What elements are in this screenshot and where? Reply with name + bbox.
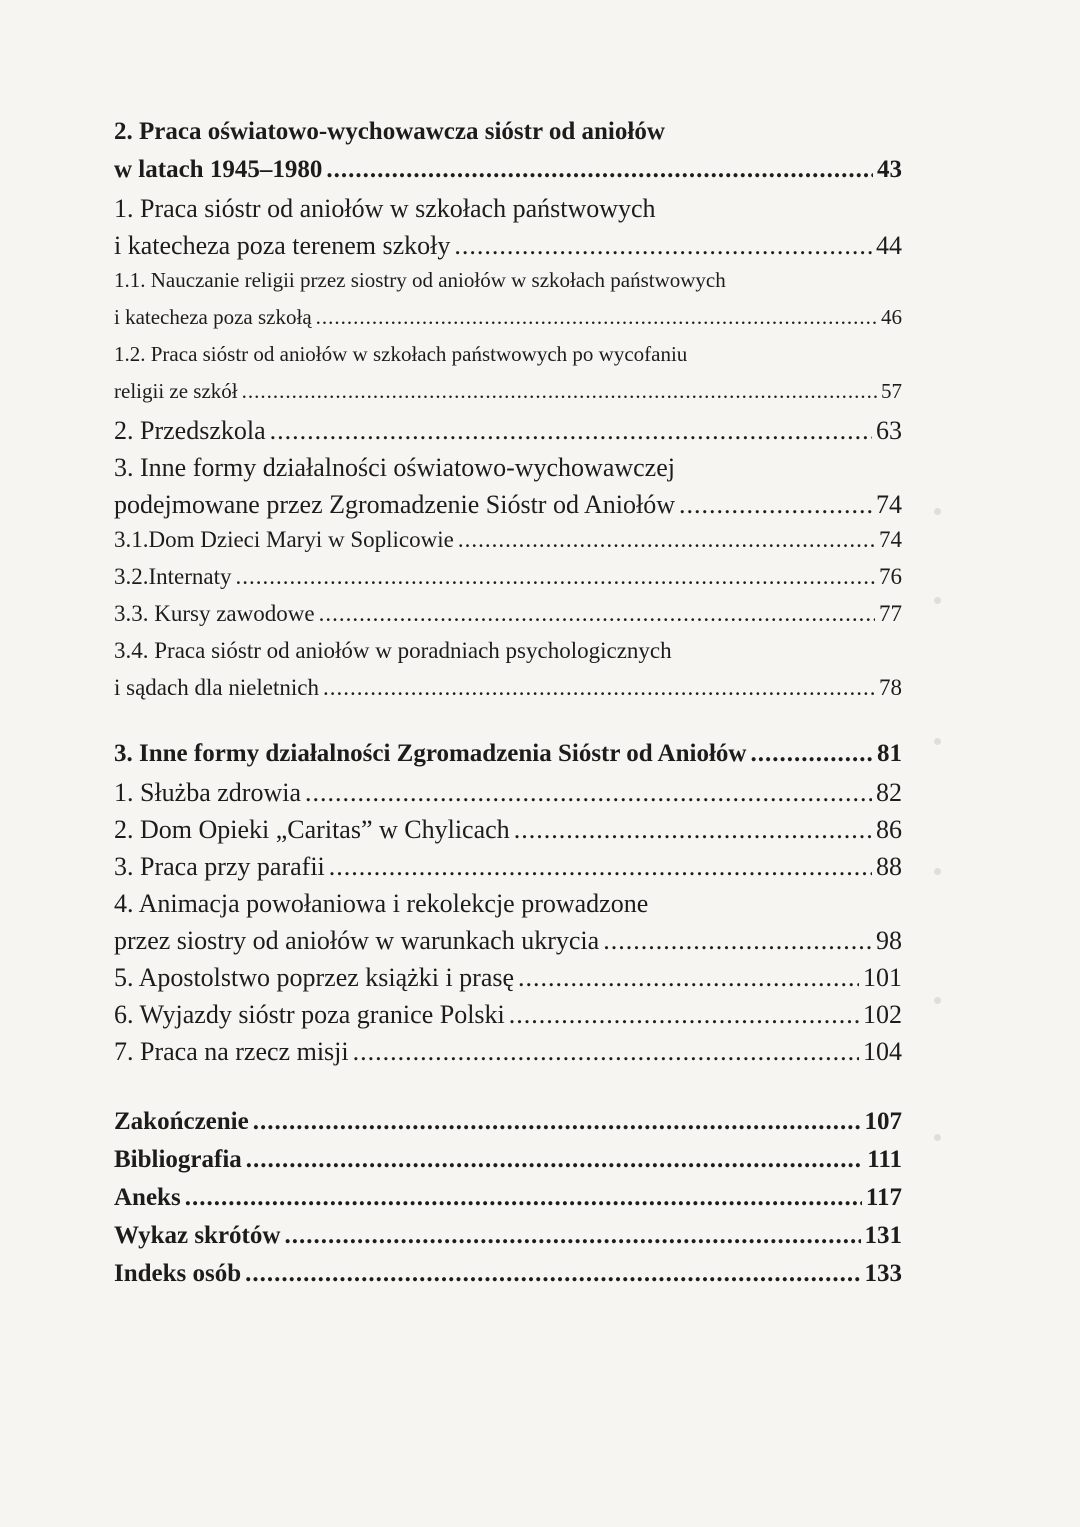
toc-entry-text: 1. Służba zdrowia (114, 778, 302, 807)
toc-section-heading (114, 156, 902, 194)
toc-page-number: 101 (863, 963, 902, 992)
toc-entry (114, 778, 902, 815)
toc-entry-text: religii ze szkół (114, 379, 238, 403)
toc-page-number: 44 (876, 231, 902, 260)
toc-leader-dots (509, 1000, 859, 1030)
toc-page-number: 46 (881, 305, 902, 329)
toc-page-number: 104 (863, 1037, 902, 1066)
toc-entry-text: Aneks (114, 1184, 181, 1211)
toc-leader-dots (242, 379, 877, 404)
show-through-mark (934, 508, 941, 515)
show-through-mark (934, 997, 941, 1004)
toc-entry (114, 194, 902, 231)
toc-page-number: 74 (879, 527, 902, 552)
toc-entry (114, 564, 902, 601)
toc-entry (114, 231, 902, 268)
toc-heading-text: 2. Praca oświatowo-wychowawcza sióstr od aniołów (114, 118, 665, 145)
toc-entry (114, 638, 902, 675)
toc-entry-text: 3.3. Kursy zawodowe (114, 601, 315, 626)
toc-entry (114, 453, 902, 490)
toc-heading-text: 3. Inne formy działalności Zgromadzenia Sióstr od Aniołów (114, 740, 747, 767)
toc-entry-text: przez siostry od aniołów w warunkach ukrycia (114, 926, 600, 955)
toc-leader-dots (316, 305, 877, 330)
toc-page-number: 63 (876, 416, 902, 445)
toc-entry-text: i sądach dla nieletnich (114, 675, 320, 700)
toc-entry (114, 342, 902, 379)
toc-entry-text: 1.2. Praca sióstr od aniołów w szkołach państwowych po wycofaniu (114, 342, 688, 366)
toc-leader-dots (253, 1108, 861, 1136)
toc-back-matter-entry (114, 1260, 902, 1298)
toc-entry (114, 926, 902, 963)
toc-leader-dots (750, 740, 873, 768)
toc-page-number: 107 (864, 1108, 902, 1135)
toc-page-number: 133 (864, 1260, 902, 1287)
toc-leader-dots (319, 601, 875, 627)
toc-leader-dots (458, 527, 875, 553)
toc-section-heading (114, 118, 902, 156)
toc-page-number: 77 (879, 601, 902, 626)
toc-leader-dots (326, 156, 873, 184)
toc-page-number: 81 (877, 740, 902, 767)
show-through-mark (934, 1134, 941, 1141)
toc-entry-text: 1.1. Nauczanie religii przez siostry od aniołów w szkołach państwowych (114, 268, 726, 292)
toc-leader-dots (454, 231, 872, 261)
toc-entry (114, 527, 902, 564)
toc-entry-text: 3.4. Praca sióstr od aniołów w poradniach psychologicznych (114, 638, 672, 663)
toc-entry (114, 1000, 902, 1037)
toc-leader-dots (518, 963, 859, 993)
toc-entry (114, 1037, 902, 1074)
toc-entry-text: i katecheza poza terenem szkoły (114, 231, 451, 260)
toc-entry-text: 4. Animacja powołaniowa i rekolekcje prowadzone (114, 889, 649, 918)
toc-entry (114, 268, 902, 305)
toc-back-matter-entry (114, 1222, 902, 1260)
toc-entry (114, 889, 902, 926)
show-through-mark (934, 597, 941, 604)
toc-leader-dots (329, 852, 872, 882)
toc-page-number: 98 (876, 926, 902, 955)
toc-page-number: 76 (879, 564, 902, 589)
toc-page-number: 117 (865, 1184, 902, 1211)
toc-back-matter-entry (114, 1184, 902, 1222)
toc-entry-text: Wykaz skrótów (114, 1222, 281, 1249)
toc-entry-text: 2. Przedszkola (114, 416, 266, 445)
toc-entry-text: i katecheza poza szkołą (114, 305, 312, 329)
toc-leader-dots (246, 1146, 863, 1174)
toc-leader-dots (185, 1184, 862, 1212)
toc-entry (114, 379, 902, 416)
table-of-contents (114, 118, 902, 1298)
toc-entry (114, 416, 902, 453)
toc-page-number: 86 (876, 815, 902, 844)
toc-entry (114, 815, 902, 852)
toc-leader-dots (270, 416, 872, 446)
show-through-mark (934, 868, 941, 875)
toc-leader-dots (603, 926, 872, 956)
toc-page-number: 43 (877, 156, 902, 183)
toc-leader-dots (236, 564, 875, 590)
toc-entry-text: 2. Dom Opieki „Caritas” w Chylicach (114, 815, 510, 844)
toc-entry-text: Zakończenie (114, 1108, 249, 1135)
toc-section-heading (114, 740, 902, 778)
toc-entry-text: 7. Praca na rzecz misji (114, 1037, 349, 1066)
toc-entry-text: 1. Praca sióstr od aniołów w szkołach państwowych (114, 194, 656, 223)
toc-entry (114, 490, 902, 527)
toc-page-number: 74 (876, 490, 902, 519)
toc-leader-dots (323, 675, 875, 701)
toc-back-matter-entry (114, 1146, 902, 1184)
toc-entry-text: podejmowane przez Zgromadzenie Sióstr od Aniołów (114, 490, 676, 519)
toc-page-number: 57 (881, 379, 902, 403)
toc-entry-text: 6. Wyjazdy sióstr poza granice Polski (114, 1000, 505, 1029)
toc-entry-text: Bibliografia (114, 1146, 242, 1173)
toc-leader-dots (353, 1037, 859, 1067)
toc-entry (114, 963, 902, 1000)
toc-entry (114, 675, 902, 712)
toc-leader-dots (284, 1222, 860, 1250)
toc-page-number: 78 (879, 675, 902, 700)
toc-entry (114, 601, 902, 638)
toc-page-number: 111 (867, 1146, 902, 1173)
toc-heading-text: w latach 1945–1980 (114, 156, 323, 183)
toc-leader-dots (305, 778, 872, 808)
toc-entry-text: 3.1.Dom Dzieci Maryi w Soplicowie (114, 527, 454, 552)
toc-leader-dots (679, 490, 872, 520)
toc-leader-dots (245, 1260, 860, 1288)
toc-entry (114, 305, 902, 342)
toc-entry-text: 3.2.Internaty (114, 564, 232, 589)
toc-entry-text: 5. Apostolstwo poprzez książki i prasę (114, 963, 515, 992)
toc-page-number: 102 (863, 1000, 902, 1029)
toc-entry-text: 3. Inne formy działalności oświatowo-wychowawczej (114, 453, 675, 482)
show-through-mark (934, 738, 941, 745)
toc-page-number: 82 (876, 778, 902, 807)
toc-entry (114, 852, 902, 889)
toc-page-number: 88 (876, 852, 902, 881)
toc-entry-text: 3. Praca przy parafii (114, 852, 325, 881)
toc-back-matter-entry (114, 1108, 902, 1146)
toc-leader-dots (514, 815, 872, 845)
toc-page-number: 131 (864, 1222, 902, 1249)
toc-entry-text: Indeks osób (114, 1260, 242, 1287)
